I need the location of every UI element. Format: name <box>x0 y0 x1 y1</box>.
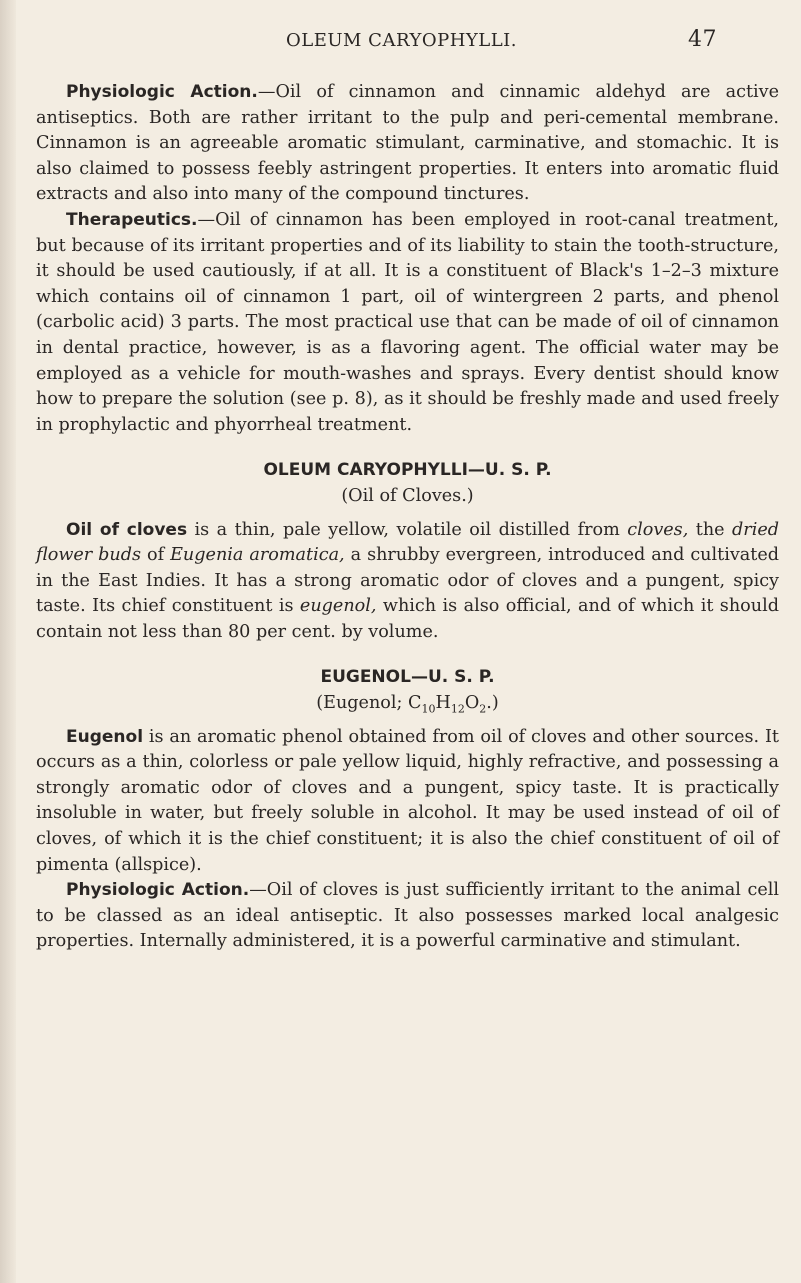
run-in-heading: Therapeutics. <box>66 209 198 230</box>
section-heading-oleum-caryophylli: OLEUM CARYOPHYLLI—U. S. P. <box>263 460 552 481</box>
run-in-heading: Physiologic Action. <box>66 82 258 102</box>
paragraph-text: is an aromatic phenol obtained from oil of cloves and other sources. It occurs as a thin, colorless or pale yellow liquid, highly refractive, and possessing a strongly aromatic odor of cloves and a pungent, spicy taste. It is practically insoluble in water, but freely soluble in alcohol. It may be used instead of oil of cloves, of which it is the chief constituent; it is also the chief constituent of oil of pimenta (allspice). <box>36 726 779 875</box>
text-run: of <box>141 545 171 566</box>
defined-term: Eugenol <box>66 726 144 747</box>
paragraph-text: —Oil of cloves is just sufficiently irritant to the animal cell to be classed as an ideal antiseptic. It also possesses marked local analgesic properties. Internally administered, it is a powerful carminative and stimulant. <box>36 880 779 952</box>
text-run: which is also official, and of which it should contain not less than 80 per cent. by volume. <box>36 596 779 642</box>
formula-text: O <box>464 693 480 714</box>
italic-run: cloves, <box>627 519 689 540</box>
italic-run: Eugenia aromatica, <box>170 545 345 566</box>
page-gutter-shadow <box>0 0 16 1283</box>
italic-run: eugenol, <box>299 596 377 617</box>
formula-text: .) <box>486 693 499 714</box>
formula-text: (Eugenol; C <box>316 693 422 714</box>
run-in-heading: Physiologic Action. <box>66 880 250 901</box>
section-subheading-formula <box>36 691 779 717</box>
section-subheading: (Oil of Cloves.) <box>341 485 474 506</box>
therapeutics-paragraph <box>36 208 779 438</box>
page-body <box>36 80 779 955</box>
physiologic-action-paragraph <box>36 80 779 208</box>
italic-run: dried flower buds <box>36 519 780 566</box>
text-run: the <box>688 519 733 540</box>
formula-subscript: 2 <box>479 702 487 716</box>
text-run: a shrubby evergreen, introduced and cultivated in the East Indies. It has a strong aromatic odor of cloves and a pungent, spicy taste. Its chief constituent is <box>36 545 779 617</box>
page-number: 47 <box>688 27 717 52</box>
defined-term: Oil of cloves <box>66 519 188 540</box>
eugenol-physiologic-paragraph <box>36 878 779 955</box>
oil-of-cloves-paragraph <box>36 518 779 646</box>
eugenol-paragraph <box>36 725 779 879</box>
formula-subscript: 10 <box>421 702 436 716</box>
text-run: is a thin, pale yellow, volatile oil distilled from <box>187 519 628 540</box>
formula-text: H <box>435 693 451 714</box>
formula-subscript: 12 <box>450 702 465 716</box>
section-heading-eugenol: EUGENOL—U. S. P. <box>320 667 495 688</box>
paragraph-text: —Oil of cinnamon and cinnamic aldehyd are active antiseptics. Both are rather irritant to the pulp and peri-cemental membrane. Cinnamon is an agreeable aromatic stimulant, carminative, and stomachic. It is also claimed to possess feebly astringent properties. It enters into aromatic fluid extracts and also into many of the compound tinctures. <box>36 82 779 205</box>
paragraph-text: —Oil of cinnamon has been employed in root-canal treatment, but because of its irritant properties and of its liability to stain the tooth-structure, it should be used cautiously, if at all. It is a constituent of Black's 1–2–3 mixture which contains oil of cinnamon 1 part, oil of wintergreen 2 parts, and phenol (carbolic acid) 3 parts. The most practical use that can be made of oil of cinnamon in dental practice, however, is as a flavoring agent. The official water may be employed as a vehicle for mouth-washes and sprays. Every dentist should know how to prepare the solution (see p. 8), as it should be freshly made and used freely in prophylactic and phyorrheal treatment. <box>36 209 779 435</box>
running-title: OLEUM CARYOPHYLLI. <box>286 30 518 51</box>
